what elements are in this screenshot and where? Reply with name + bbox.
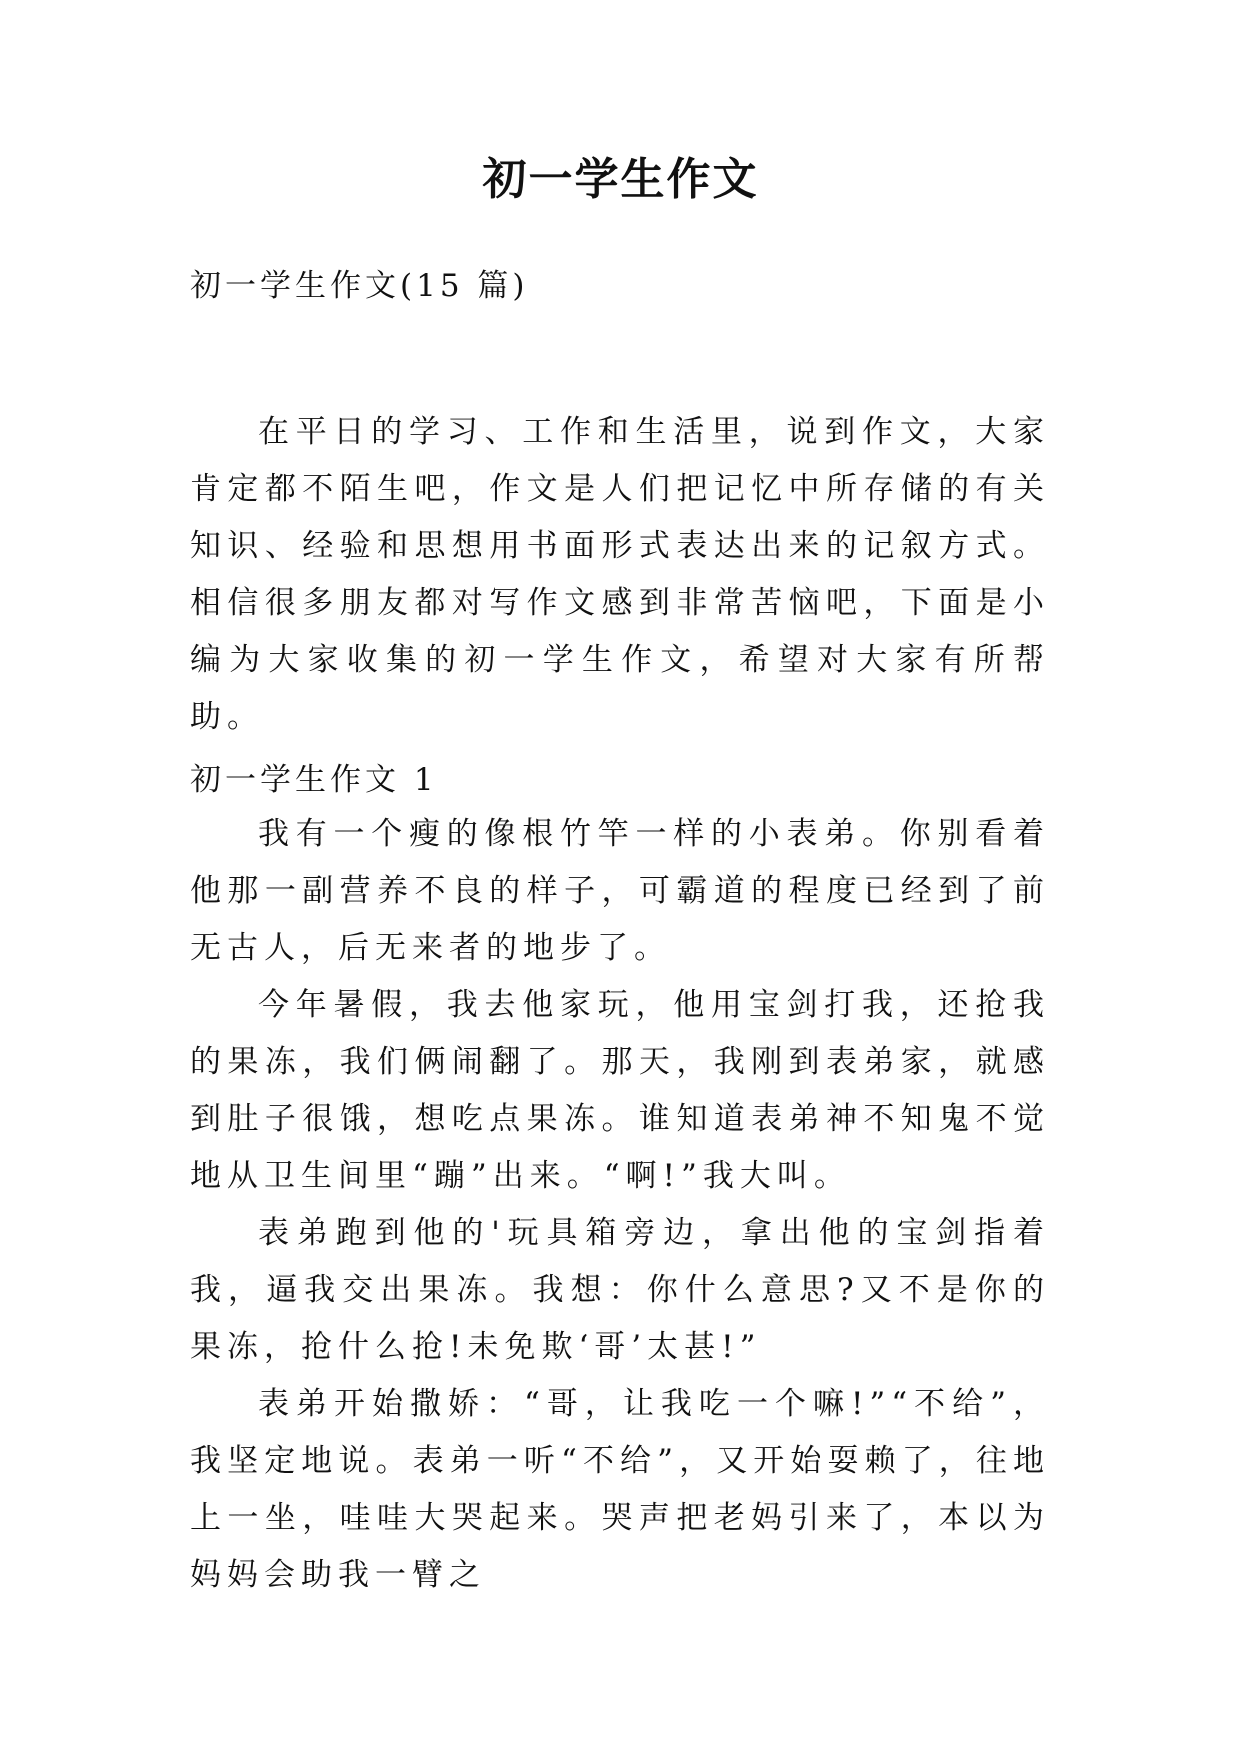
essay-body — [190, 806, 1050, 1604]
document-subtitle: 初一学生作文(15 篇) — [190, 268, 529, 304]
essay-paragraph: 表弟跑到他的'玩具箱旁边，拿出他的宝剑指着我，逼我交出果冻。我想：你什么意思?又不是你的果冻，抢什么抢!未免欺‘哥’太甚!” — [190, 1215, 1050, 1365]
essay-paragraph: 我有一个瘦的像根竹竿一样的小表弟。你别看着他那一副营养不良的样子，可霸道的程度已经到了前无古人，后无来者的地步了。 — [190, 816, 1050, 966]
intro-section — [190, 404, 1050, 746]
intro-paragraph: 在平日的学习、工作和生活里，说到作文，大家肯定都不陌生吧，作文是人们把记忆中所存储的有关知识、经验和思想用书面形式表达出来的记叙方式。相信很多朋友都对写作文感到非常苦恼吧，下面是小编为大家收集的初一学生作文，希望对大家有所帮助。 — [190, 414, 1050, 735]
document-title: 初一学生作文 — [482, 154, 759, 205]
section-heading: 初一学生作文 1 — [190, 762, 438, 798]
essay-paragraph: 今年暑假，我去他家玩，他用宝剑打我，还抢我的果冻，我们俩闹翻了。那天，我刚到表弟家，就感到肚子很饿，想吃点果冻。谁知道表弟神不知鬼不觉地从卫生间里“蹦”出来。“啊!”我大叫。 — [190, 987, 1050, 1194]
essay-paragraph: 表弟开始撒娇：“哥，让我吃一个嘛!”“不给”，我坚定地说。表弟一听“不给”，又开始耍赖了，往地上一坐，哇哇大哭起来。哭声把老妈引来了，本以为妈妈会助我一臂之 — [190, 1386, 1050, 1593]
